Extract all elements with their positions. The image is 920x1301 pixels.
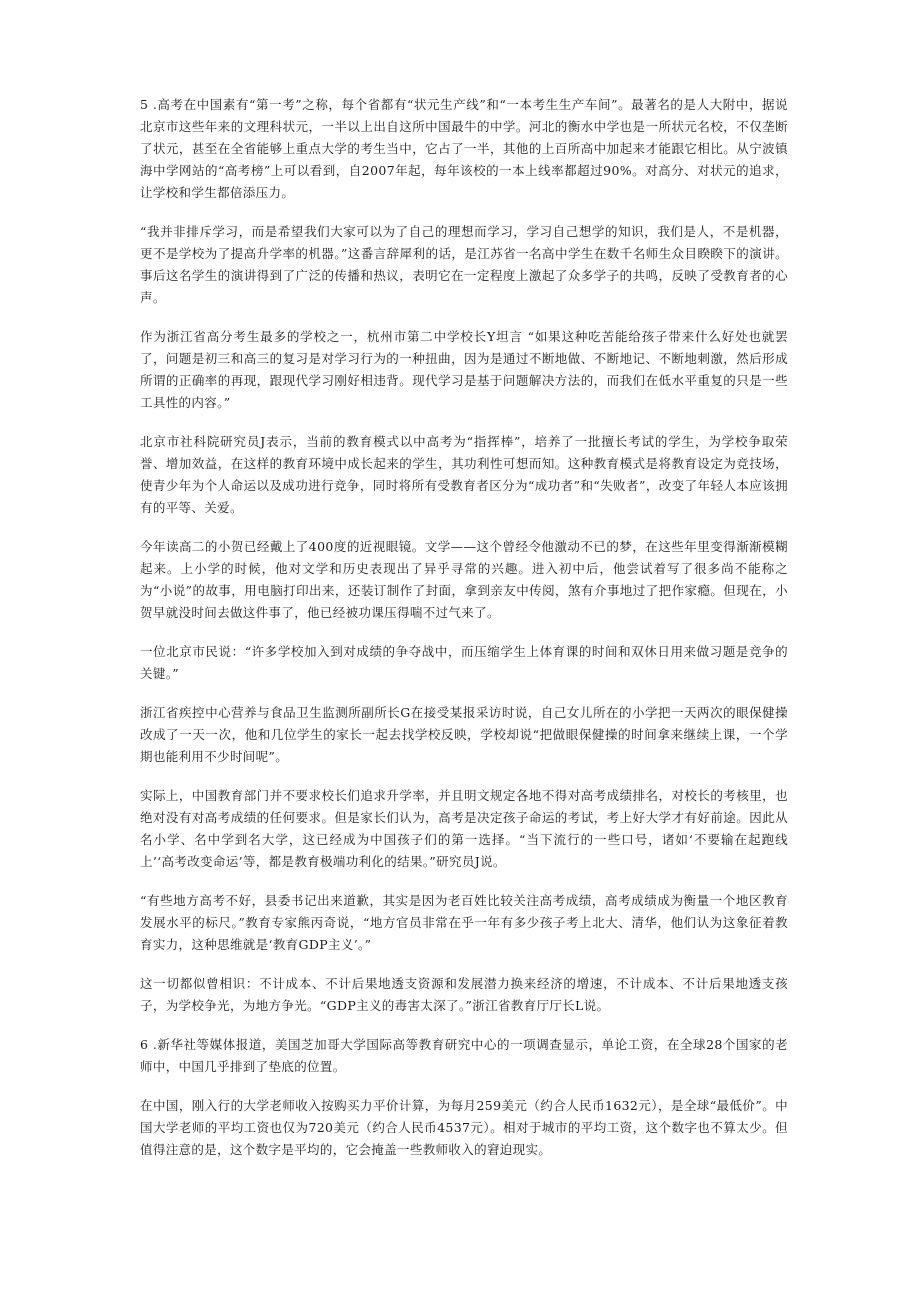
paragraph-1: 5 .高考在中国素有“第一考”之称，每个省都有“状元生产线”和“一本考生生产车间”。最著名的是人大附中，据说北京市这些年来的文理科状元，一半以上出自这所中国最牛的中学。河北的衡水中学也是一所状元名校，不仅垄断了状元，甚至在全省能够上重点大学的考生当中，它占了一半，其他的上百所高中加起来才能跟它相比。从宁波镇海中学网站的“高考榜”上可以看到，自2007年起，每年该校的一本上线率都超过90%。对高分、对状元的追求，让学校和学生都倍添压力。 bbox=[140, 97, 788, 200]
paragraph-11: 6 .新华社等媒体报道，美国芝加哥大学国际高等教育研究中心的一项调查显示，单论工资，在全球28个国家的老师中，中国几乎排到了垫底的位置。 bbox=[140, 1037, 788, 1074]
document-body bbox=[140, 94, 788, 1178]
paragraph-6: 一位北京市民说：“许多学校加入到对成绩的争夺战中，而压缩学生上体育课的时间和双休日用来做习题是竞争的关键。” bbox=[140, 644, 788, 681]
paragraph-5: 今年读高二的小贺已经戴上了400度的近视眼镜。文学——这个曾经令他激动不已的梦，在这些年里变得渐渐模糊起来。上小学的时候，他对文学和历史表现出了异乎寻常的兴趣。进入初中后，他尝试着写了很多尚不能称之为“小说”的故事，用电脑打印出来，还装订制作了封面，拿到亲友中传阅，煞有介事地过了把作家瘾。但现在，小贺早就没时间去做这件事了，他已经被功课压得喘不过气来了。 bbox=[140, 539, 788, 620]
paragraph-9: “有些地方高考不好，县委书记出来道歉，其实是因为老百姓比较关注高考成绩，高考成绩成为衡量一个地区教育发展水平的标尺。”教育专家熊丙奇说，“地方官员非常在乎一年有多少孩子考上北大、清华，他们认为这象征着教育实力，这种思维就是‘教育GDP主义’。” bbox=[140, 893, 788, 952]
paragraph-7: 浙江省疾控中心营养与食品卫生监测所副所长G在接受某报采访时说，自己女儿所在的小学把一天两次的眼保健操改成了一天一次，他和几位学生的家长一起去找学校反映，学校却说“把做眼保健操的时间拿来继续上课，一个学期也能利用不少时间呢”。 bbox=[140, 705, 788, 764]
paragraph-12: 在中国，刚入行的大学老师收入按购买力平价计算，为每月259美元（约合人民币1632元），是全球“最低价”。中国大学老师的平均工资也仅为720美元（约合人民币4537元）。相对于城市的平均工资，这个数字也不算太少。但值得注意的是，这个数字是平均的，它会掩盖一些教师收入的窘迫现实。 bbox=[140, 1098, 788, 1157]
paragraph-3: 作为浙江省高分考生最多的学校之一，杭州市第二中学校长Y坦言 “如果这种吃苦能给孩子带来什么好处也就罢了，问题是初三和高三的复习是对学习行为的一种扭曲，因为是通过不断地做、不断地记、不断地刺激，然后形成所谓的正确率的再现，跟现代学习刚好相违背。现代学习是基于问题解决方法的，而我们在低水平重复的只是一些工具性的内容。” bbox=[140, 329, 788, 410]
paragraph-8: 实际上，中国教育部门并不要求校长们追求升学率，并且明文规定各地不得对高考成绩排名，对校长的考核里，也绝对没有对高考成绩的任何要求。但是家长们认为，高考是决定孩子命运的考试，考上好大学才有好前途。因此从名小学、名中学到名大学，这已经成为中国孩子们的第一选择。“当下流行的一些口号，诸如‘不要输在起跑线上’‘高考改变命运’等，都是教育极端功利化的结果。”研究员J说。 bbox=[140, 788, 788, 869]
paragraph-4: 北京市社科院研究员J表示，当前的教育模式以中高考为“指挥棒”，培养了一批擅长考试的学生，为学校争取荣誉、增加效益，在这样的教育环境中成长起来的学生，其功利性可想而知。这种教育模式是将教育设定为竞技场，使青少年为个人命运以及成功进行竞争，同时将所有受教育者区分为“成功者”和“失败者”，改变了年轻人本应该拥有的平等、关爱。 bbox=[140, 434, 788, 515]
paragraph-10: 这一切都似曾相识：不计成本、不计后果地透支资源和发展潜力换来经济的增速，不计成本、不计后果地透支孩子，为学校争光，为地方争光。“GDP主义的毒害太深了。”浙江省教育厅厅长L说。 bbox=[140, 976, 788, 1013]
paragraph-2: “我并非排斥学习，而是希望我们大家可以为了自己的理想而学习，学习自己想学的知识，我们是人，不是机器，更不是学校为了提高升学率的机器。”这番言辞犀利的话，是江苏省一名高中学生在数千名师生众目睽睽下的演讲。事后这名学生的演讲得到了广泛的传播和热议，表明它在一定程度上激起了众多学子的共鸣，反映了受教育者的心声。 bbox=[140, 224, 788, 305]
